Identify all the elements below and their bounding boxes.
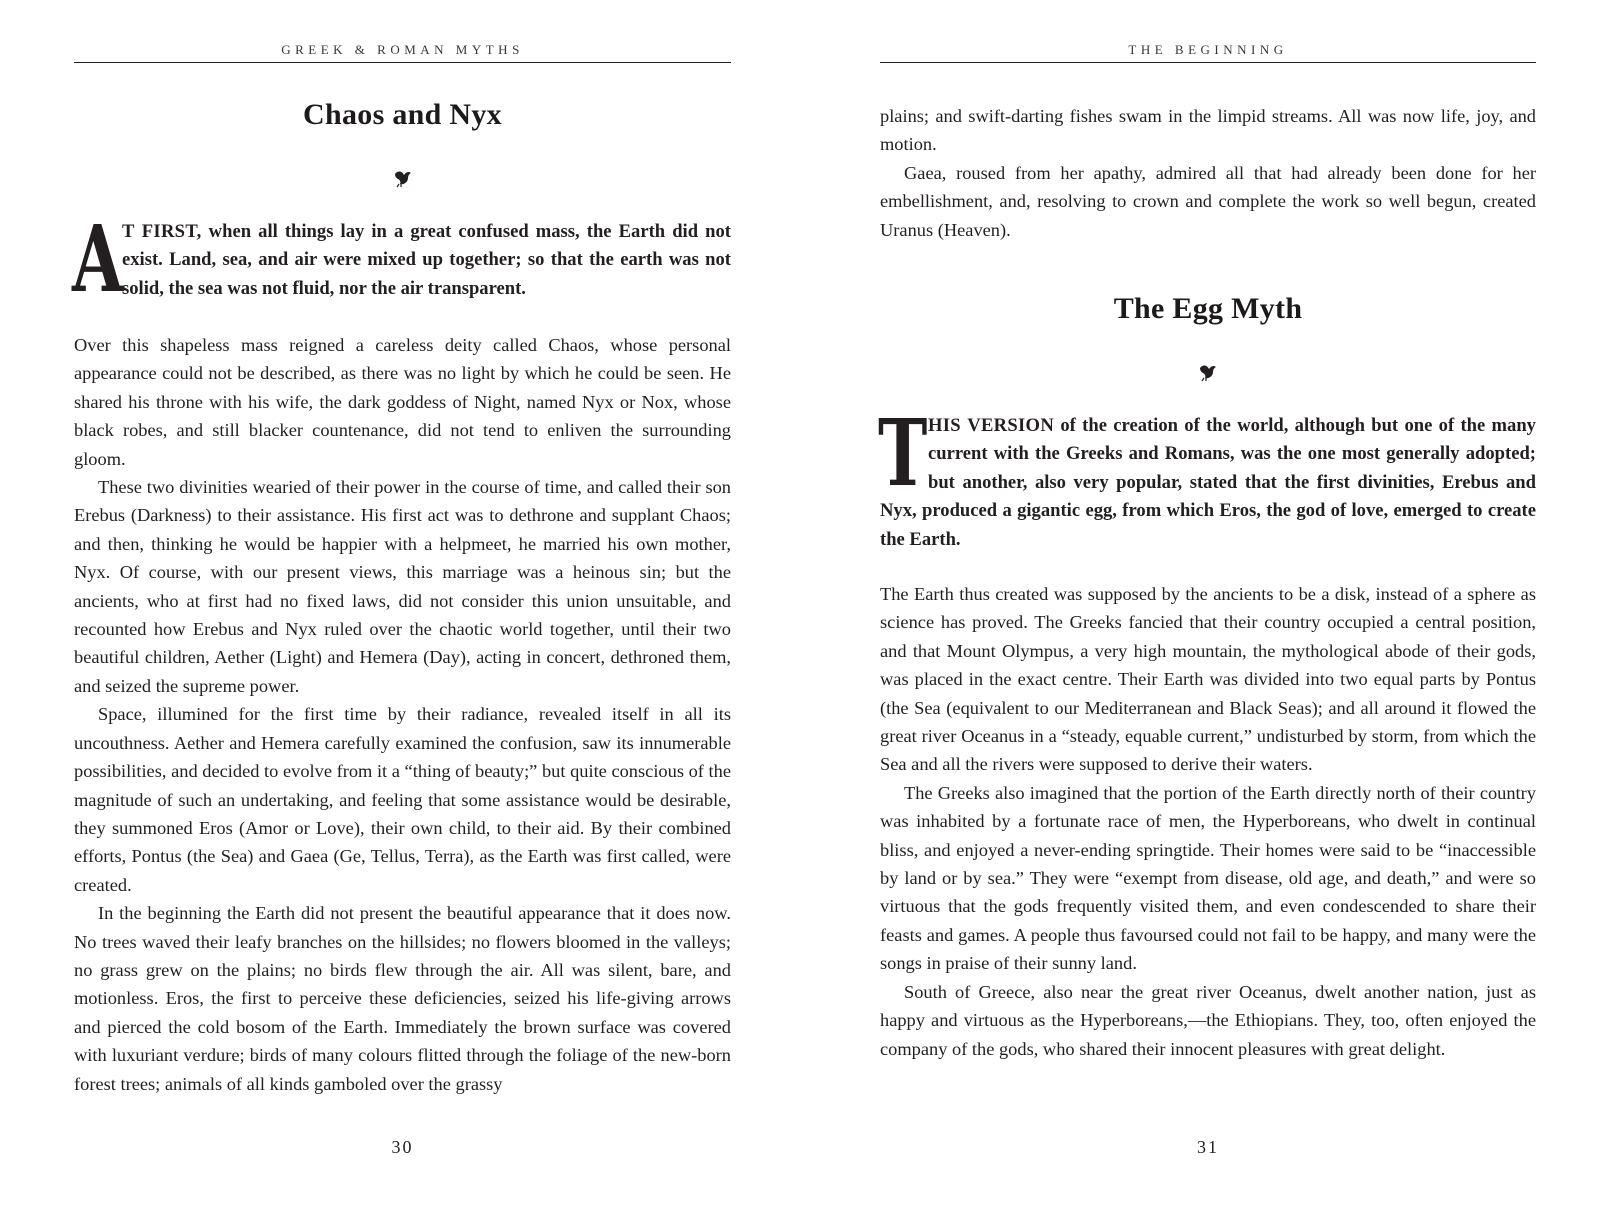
running-head-right: THE BEGINNING xyxy=(1128,42,1288,57)
paragraph: South of Greece, also near the great river Oceanus, dwelt another nation, just as happy and virtuous as the Hyperboreans,—the Ethiopians. They, too, often enjoyed the company of the gods, who shared their innocent pleasures with great delight. xyxy=(880,981,1536,1059)
paragraph: The Earth thus created was supposed by the ancients to be a disk, instead of a sphere as science has proved. The Greeks fancied that their country occupied a central position, and that Mount Olympus, a very high mountain, the mythological abode of their gods, was placed in the exact centre. Their Earth was divided into two equal parts by Pontus (the Sea (equivalent to our Mediterranean and Black Seas); and all around it flowed the great river Oceanus in a “steady, equable current,” undisturbed by storm, from which the Sea and all the rivers were supposed to derive their waters. xyxy=(880,584,1536,775)
paragraph: plains; and swift-darting fishes swam in the limpid streams. All was now life, joy, and motion. xyxy=(880,106,1536,155)
right-page xyxy=(880,0,1536,1219)
lead-smallcaps: T FIRST, xyxy=(122,221,202,242)
paragraph: Gaea, roused from her apathy, admired all that had already been done for her embellishment, and, resolving to crown and complete the work so well begun, created Uranus (Heaven). xyxy=(880,162,1536,240)
paragraph: Space, illumined for the first time by their radiance, revealed itself in all its uncouthness. Aether and Hemera carefully examined the confusion, saw its innumerable possibilities, and decided to evolve from it a “thing of beauty;” but quite conscious of the magnitude of such an undertaking, and feeling that some assistance would be desirable, they summoned Eros (Amor or Love), their own child, to their aid. By their combined efforts, Pontus (the Sea) and Gaea (Ge, Tellus, Terra), as the Earth was first called, were created. xyxy=(74,704,731,895)
paragraph: These two divinities wearied of their power in the course of time, and called their son Erebus (Darkness) to their assistance. His first act was to dethrone and supplant Chaos; and then, thinking he would be happier with a helpmeet, he married his own mother, Nyx. Of course, with our present views, this marriage was a heinous sin; but the ancients, who at first had no fixed laws, did not consider this union unsuitable, and recounted how Erebus and Nyx ruled over the chaotic world together, until their two beautiful children, Aether (Light) and Hemera (Day), acting in concert, dethroned them, and seized the supreme power. xyxy=(74,477,731,696)
lead-paragraph-left xyxy=(72,205,731,313)
chapter-title-chaos-and-nyx: Chaos and Nyx xyxy=(303,98,502,131)
continued-text-right xyxy=(880,102,1536,244)
body-text-right xyxy=(880,580,1536,1063)
lead-text: of the creation of the world, although but one of the many current with the Greeks and Romans, was the one most generally adopted; but another, also very popular, stated that the first divinities, Erebus and Nyx, produced a gigantic egg, from which Eros, the god of love, emerged to create the Earth. xyxy=(880,415,1536,550)
paragraph: Over this shapeless mass reigned a careless deity called Chaos, whose personal appearance could not be described, as there was no light by which he could be seen. He shared his throne with his wife, the dark goddess of Night, named Nyx or Nox, whose black robes, and still blacker countenance, did not tend to enliven the surrounding gloom. xyxy=(74,335,731,469)
body-text-left xyxy=(74,331,731,1098)
lead-paragraph-right xyxy=(878,399,1536,554)
paragraph: In the beginning the Earth did not present the beautiful appearance that it does now. No trees waved their leafy branches on the hillsides; no flowers bloomed in the valleys; no grass grew on the plains; no birds flew through the air. All was silent, bare, and motionless. Eros, the first to perceive these deficiencies, seized his life-giving arrows and pierced the cold bosom of the Earth. Immediately the brown surface was covered with luxuriant verdure; birds of many colours flitted through the foliage of the new-born forest trees; animals of all kinds gamboled over the grassy xyxy=(74,903,731,1094)
dropcap-t: T xyxy=(878,399,928,507)
bird-ornament-icon xyxy=(880,360,1536,386)
chapter-title-egg-myth: The Egg Myth xyxy=(1113,292,1303,325)
dropcap-a: A xyxy=(72,205,124,313)
page-number-left: 30 xyxy=(391,1137,414,1157)
lead-smallcaps: HIS VERSION xyxy=(928,415,1055,436)
page-number-right: 31 xyxy=(1197,1137,1219,1157)
left-page xyxy=(74,0,731,1219)
running-head-left: GREEK & ROMAN MYTHS xyxy=(281,42,524,57)
header-rule-left xyxy=(74,62,731,63)
bird-ornament-icon xyxy=(74,166,731,192)
paragraph: The Greeks also imagined that the portion of the Earth directly north of their country was inhabited by a fortunate race of men, the Hyperboreans, who dwelt in continual bliss, and enjoyed a never-ending springtide. Their homes were said to be “inaccessible by land or by sea.” They were “exempt from disease, old age, and death,” and were so virtuous that the gods frequently visited them, and even condescended to share their feasts and games. A people thus favoursed could not fail to be happy, and many were the songs in praise of their sunny land. xyxy=(880,782,1536,974)
lead-text: when all things lay in a great confused mass, the Earth did not exist. Land, sea, and air were mixed up together; so that the earth was not solid, the sea was not fluid, nor the air transparent. xyxy=(122,221,731,299)
header-rule-right xyxy=(880,62,1536,63)
